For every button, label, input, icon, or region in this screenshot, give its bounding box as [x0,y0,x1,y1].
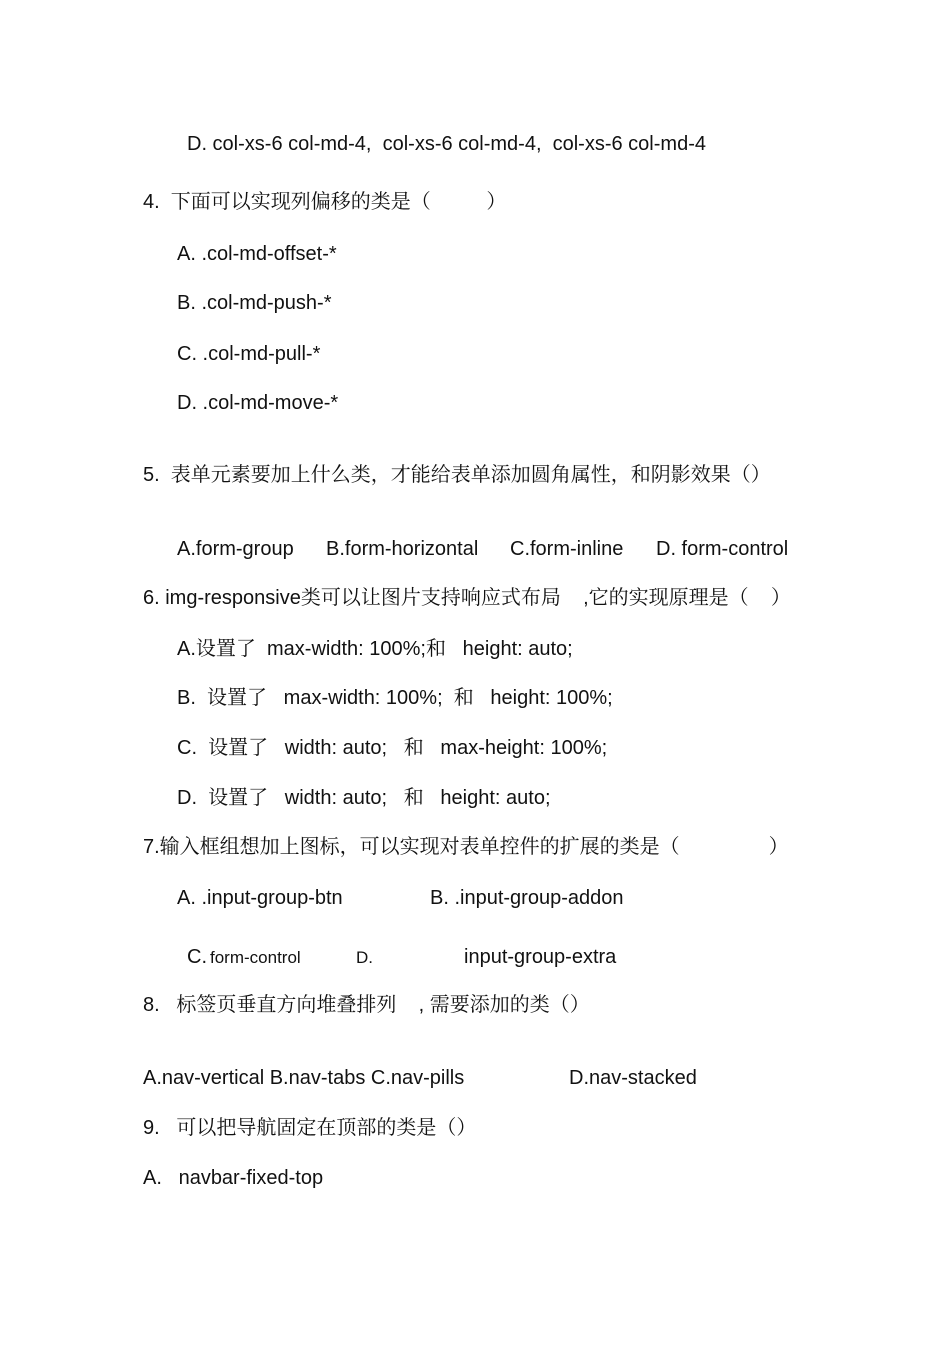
question-4-option-a: A. .col-md-offset-* [177,243,337,265]
question-7-option-d: input-group-extra [464,946,617,968]
question-7-stem: 7.输入框组想加上图标，可以实现对表单控件的扩展的类是（ ） [143,836,789,858]
question-6-stem: 6. img-responsive类可以让图片支持响应式布局 ,它的实现原理是（ ） [143,587,791,609]
question-5-option-a: A.form-group [177,538,294,560]
question-8-option-d: D.nav-stacked [569,1067,697,1089]
question-6-option-d: D. 设置了 width: auto; 和 height: auto; [177,787,551,809]
question-5-option-d: D. form-control [656,538,789,560]
question-8-options-abc: A.nav-vertical B.nav-tabs C.nav-pills [143,1067,465,1089]
question-6-option-a: A.设置了 max-width: 100%;和 height: auto; [177,638,573,660]
question-4-option-c: C. .col-md-pull-* [177,343,321,365]
question-5-option-b: B.form-horizontal [326,538,479,560]
question-7-option-d-label: D. [356,948,373,967]
question-7-option-c: form-control [210,948,301,967]
question-9-option-a: A. navbar-fixed-top [143,1167,324,1189]
question-4-option-d: D. .col-md-move-* [177,392,339,414]
question-5-option-c: C.form-inline [510,538,624,560]
q3-option-d: D. col-xs-6 col-md-4, col-xs-6 col-md-4, col-xs-6 col-md-4 [187,133,706,155]
question-5-stem: 5. 表单元素要加上什么类，才能给表单添加圆角属性，和阴影效果（） [143,464,771,486]
question-7-option-b: B. .input-group-addon [430,887,624,909]
question-7-option-a: A. .input-group-btn [177,887,343,909]
question-4-stem: 4. 下面可以实现列偏移的类是（ ） [143,191,507,213]
question-6-option-c: C. 设置了 width: auto; 和 max-height: 100%; [177,737,608,759]
question-8-stem: 8. 标签页垂直方向堆叠排列 , 需要添加的类（） [143,994,590,1016]
question-7-option-c-label: C. [187,946,207,968]
question-6-option-b: B. 设置了 max-width: 100%; 和 height: 100%; [177,687,613,709]
question-9-stem: 9. 可以把导航固定在顶部的类是（） [143,1117,477,1139]
question-4-option-b: B. .col-md-push-* [177,292,332,314]
